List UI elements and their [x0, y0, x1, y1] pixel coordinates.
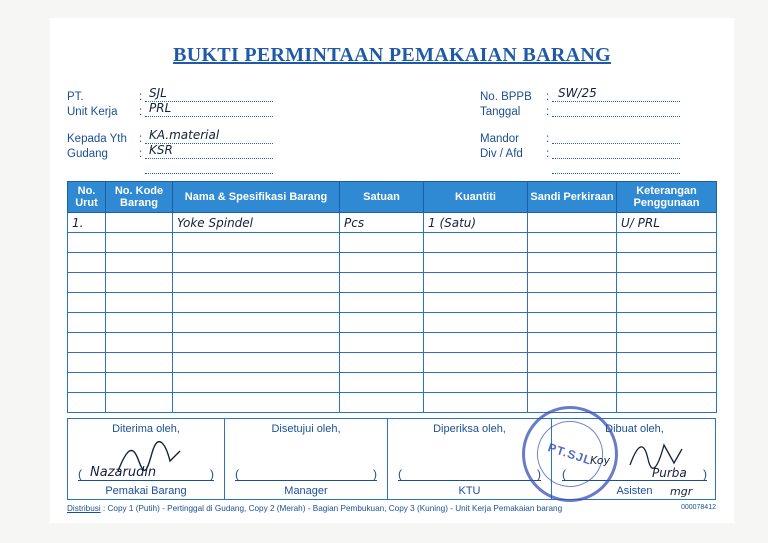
table-row	[68, 313, 717, 333]
table-cell	[340, 333, 424, 353]
table-header-row	[68, 182, 717, 213]
table-cell	[173, 253, 340, 273]
field-label: Div / Afd	[480, 148, 523, 160]
extra-dotted-line-right	[552, 163, 680, 175]
dotted-line	[145, 172, 273, 174]
table-cell	[528, 293, 617, 313]
table-row	[68, 293, 717, 313]
field-value: SW/25	[558, 86, 597, 100]
column-header: Sandi Perkiraan	[528, 182, 617, 213]
signature-line	[398, 480, 541, 481]
table-row	[68, 333, 717, 353]
table-cell	[528, 313, 617, 333]
field-label: Kepada Yth	[67, 133, 127, 145]
table-cell	[424, 233, 528, 253]
table-cell	[617, 353, 717, 373]
field-tanggal	[480, 106, 690, 120]
table-cell: Yoke Spindel	[173, 213, 340, 233]
table-cell	[528, 273, 617, 293]
signature-received	[68, 419, 225, 499]
colon: :	[139, 148, 143, 160]
field-unit-kerja	[67, 101, 277, 120]
serial-number: 000078412	[680, 504, 716, 511]
open-paren: (	[78, 467, 82, 481]
table-cell	[528, 213, 617, 233]
dotted-line	[145, 157, 273, 159]
table-cell: U/ PRL	[617, 213, 717, 233]
column-header: No. Urut	[68, 182, 106, 213]
table-cell	[68, 253, 106, 273]
table-cell	[528, 353, 617, 373]
colon: :	[139, 106, 143, 118]
signatory-name: Purba	[652, 466, 687, 480]
table-cell	[617, 273, 717, 293]
table-cell	[528, 233, 617, 253]
column-header: No. Kode Barang	[106, 182, 173, 213]
signature-heading: Disetujui oleh,	[271, 423, 341, 435]
close-paren: )	[210, 467, 214, 481]
table-cell	[340, 273, 424, 293]
table-cell	[340, 353, 424, 373]
field-label: Gudang	[67, 148, 108, 160]
close-paren: )	[537, 467, 541, 481]
table-cell	[173, 393, 340, 413]
table-cell	[173, 233, 340, 253]
items-table	[67, 181, 717, 413]
table-cell	[340, 393, 424, 413]
signature-role: KTU	[458, 485, 481, 497]
table-cell	[617, 313, 717, 333]
signature-role: Manager	[284, 485, 328, 497]
table-cell	[173, 353, 340, 373]
column-header: Kuantiti	[424, 182, 528, 213]
distribution-label: Distribusi	[67, 504, 101, 513]
handwritten-mark: mgr	[670, 485, 693, 498]
table-cell	[68, 313, 106, 333]
table-cell: Pcs	[340, 213, 424, 233]
close-paren: )	[703, 467, 707, 481]
table-row	[68, 233, 717, 253]
table-cell	[340, 313, 424, 333]
distribution-text: : Copy 1 (Putih) - Pertinggal di Gudang, Copy 2 (Merah) - Bagian Pembukuan, Copy 3 (Kuning) - Unit Kerja Pemakaian barang	[102, 504, 563, 513]
field-label: No. BPPB	[480, 91, 532, 103]
signature-approved	[225, 419, 388, 499]
signature-heading: Dibuat oleh,	[605, 423, 664, 435]
signature-line	[78, 480, 214, 481]
table-cell	[617, 233, 717, 253]
table-cell	[340, 373, 424, 393]
table-cell	[106, 293, 173, 313]
signature-heading: Diperiksa oleh,	[433, 423, 506, 435]
table-cell	[68, 233, 106, 253]
table-cell	[68, 293, 106, 313]
table-row	[68, 273, 717, 293]
open-paren: (	[398, 467, 402, 481]
table-cell	[173, 293, 340, 313]
signature-role: Pemakai Barang	[105, 485, 187, 497]
field-gudang	[67, 143, 277, 162]
colon: :	[139, 133, 143, 145]
dotted-line	[552, 100, 680, 102]
field-value: PRL	[149, 101, 172, 115]
field-no-bppb	[480, 86, 690, 105]
table-cell	[106, 333, 173, 353]
field-pt	[67, 86, 277, 105]
field-div-afd	[480, 148, 690, 162]
table-cell	[617, 253, 717, 273]
table-cell	[68, 273, 106, 293]
field-label: Tanggal	[480, 106, 521, 118]
distribution-footer	[67, 504, 716, 513]
table-cell	[173, 373, 340, 393]
extra-dotted-line-left	[145, 163, 273, 175]
table-cell	[173, 273, 340, 293]
table-cell	[68, 393, 106, 413]
signature-role: Asisten	[616, 485, 653, 497]
close-paren: )	[373, 467, 377, 481]
table-row	[68, 253, 717, 273]
table-cell: 1 (Satu)	[424, 213, 528, 233]
dotted-line	[552, 142, 680, 144]
table-cell	[528, 333, 617, 353]
table-row	[68, 353, 717, 373]
form-title: BUKTI PERMINTAAN PEMAKAIAN BARANG	[173, 44, 611, 66]
table-cell	[424, 253, 528, 273]
table-cell	[424, 273, 528, 293]
table-cell	[424, 373, 528, 393]
colon: :	[546, 91, 550, 103]
table-cell	[106, 233, 173, 253]
table-cell	[106, 393, 173, 413]
table-cell	[173, 313, 340, 333]
handwritten-mark: Koy	[590, 454, 611, 467]
table-row	[68, 213, 717, 233]
table-row	[68, 393, 717, 413]
table-cell	[528, 373, 617, 393]
table-cell	[106, 253, 173, 273]
table-cell	[617, 333, 717, 353]
colon: :	[546, 133, 550, 145]
dotted-line	[552, 157, 680, 159]
table-cell: 1.	[68, 213, 106, 233]
field-value: KSR	[149, 143, 173, 157]
dotted-line	[552, 115, 680, 117]
signature-block	[67, 418, 716, 500]
table-cell	[424, 333, 528, 353]
field-label: Mandor	[480, 133, 519, 145]
form-sheet	[50, 18, 734, 523]
table-cell	[617, 393, 717, 413]
colon: :	[139, 91, 143, 103]
table-cell	[340, 293, 424, 313]
signatory-name: Nazarudin	[90, 465, 157, 480]
field-label: Unit Kerja	[67, 106, 118, 118]
table-cell	[424, 293, 528, 313]
table-cell	[528, 253, 617, 273]
signature-line	[235, 480, 377, 481]
open-paren: (	[562, 467, 566, 481]
table-cell	[68, 333, 106, 353]
table-cell	[340, 253, 424, 273]
field-mandor	[480, 133, 690, 147]
column-header: Satuan	[340, 182, 424, 213]
field-label: PT.	[67, 91, 84, 103]
table-cell	[617, 293, 717, 313]
table-cell	[106, 373, 173, 393]
colon: :	[546, 106, 550, 118]
signature-heading: Diterima oleh,	[112, 423, 180, 435]
dotted-line	[552, 172, 680, 174]
table-cell	[173, 333, 340, 353]
open-paren: (	[235, 467, 239, 481]
table-cell	[106, 213, 173, 233]
table-row	[68, 373, 717, 393]
table-cell	[68, 353, 106, 373]
table-cell	[106, 273, 173, 293]
table-cell	[617, 373, 717, 393]
table-cell	[424, 353, 528, 373]
column-header: Nama & Spesifikasi Barang	[173, 182, 340, 213]
table-cell	[424, 393, 528, 413]
stamp-text: PT.SJL	[546, 440, 594, 468]
table-cell	[424, 313, 528, 333]
field-value: KA.material	[149, 128, 220, 142]
dotted-line	[145, 115, 273, 117]
table-cell	[340, 233, 424, 253]
field-value: SJL	[149, 86, 167, 100]
table-cell	[106, 313, 173, 333]
colon: :	[546, 148, 550, 160]
table-cell	[68, 373, 106, 393]
column-header: Keterangan Penggunaan	[617, 182, 717, 213]
table-cell	[106, 353, 173, 373]
